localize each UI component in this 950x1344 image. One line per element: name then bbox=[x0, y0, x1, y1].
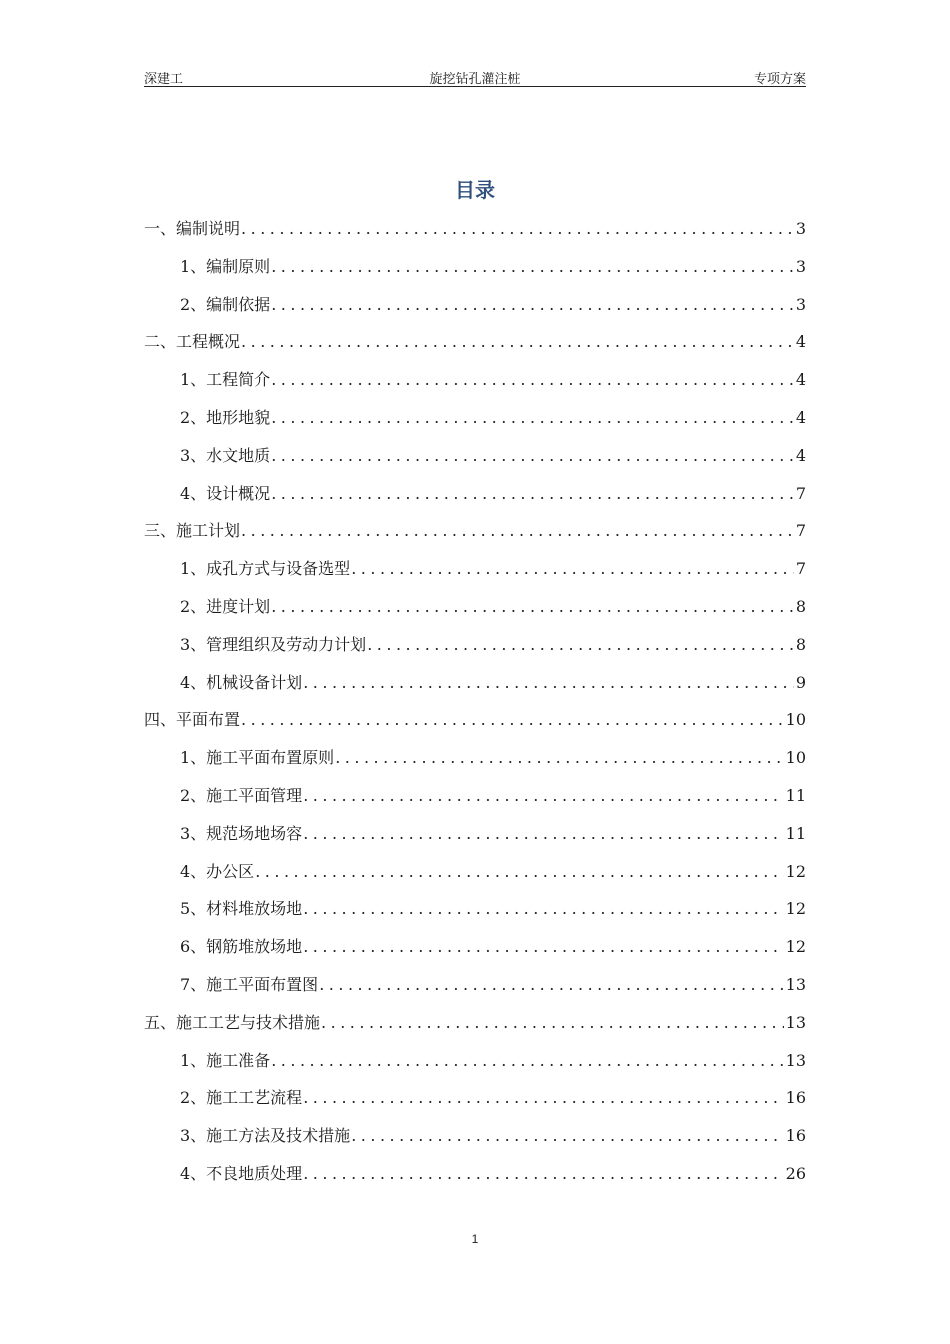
toc-entry-label: 4、机械设备计划 bbox=[180, 672, 303, 692]
toc-entry-label: 2、地形地貌 bbox=[180, 408, 271, 427]
toc-dot-leader bbox=[302, 671, 794, 695]
toc-entry-label: 3、水文地质 bbox=[180, 445, 271, 465]
toc-entry-label: 1、施工平面布置原则 bbox=[180, 748, 335, 768]
toc-page-number: 3 bbox=[795, 256, 806, 276]
toc-entry-label: 2、进度计划 bbox=[180, 597, 271, 616]
toc-subsection[interactable] bbox=[180, 1086, 806, 1110]
toc-subsection[interactable] bbox=[180, 633, 806, 657]
toc-entry-label: 1、工程简介 bbox=[180, 370, 271, 390]
header-company: 深建工 bbox=[144, 72, 184, 87]
toc-subsection[interactable] bbox=[180, 860, 806, 884]
toc-title: 目录 bbox=[455, 178, 495, 202]
toc-subsection[interactable] bbox=[180, 255, 806, 279]
toc-subsection[interactable] bbox=[180, 1049, 806, 1073]
toc-page-number: 12 bbox=[785, 937, 806, 957]
toc-dot-leader bbox=[302, 1086, 783, 1110]
page-number: 1 bbox=[471, 1232, 479, 1246]
toc-dot-leader bbox=[350, 1124, 783, 1148]
toc-dot-leader bbox=[302, 822, 783, 846]
toc-subsection[interactable] bbox=[180, 444, 806, 468]
header-document-title: 旋挖钻孔灌注桩 bbox=[429, 72, 521, 87]
toc-page-number: 4 bbox=[795, 408, 806, 427]
toc-entry-label: 4、不良地质处理 bbox=[180, 1164, 303, 1183]
toc-page-number: 4 bbox=[795, 332, 806, 352]
toc-entry-label: 二、工程概况 bbox=[144, 332, 241, 352]
toc-dot-leader bbox=[240, 330, 794, 354]
toc-subsection[interactable] bbox=[180, 784, 806, 808]
toc-page-number: 10 bbox=[785, 710, 806, 730]
toc-subsection[interactable] bbox=[180, 973, 806, 997]
toc-dot-leader bbox=[270, 406, 794, 430]
toc-page-number: 12 bbox=[785, 861, 806, 881]
toc-page-number: 13 bbox=[785, 1012, 806, 1032]
toc-page-number: 11 bbox=[785, 823, 806, 843]
toc-page-number: 7 bbox=[795, 521, 806, 541]
toc-entry-label: 1、成孔方式与设备选型 bbox=[180, 559, 351, 579]
toc-page-number: 3 bbox=[795, 294, 806, 314]
toc-entry-label: 5、材料堆放场地 bbox=[180, 899, 303, 919]
toc-entry-label: 3、规范场地场容 bbox=[180, 823, 303, 843]
toc-entry-label: 7、施工平面布置图 bbox=[180, 975, 319, 994]
toc-dot-leader bbox=[270, 368, 794, 392]
page-header bbox=[144, 66, 806, 87]
toc-entry-label: 一、编制说明 bbox=[144, 219, 241, 238]
toc-dot-leader bbox=[254, 860, 783, 884]
toc-entry-label: 4、设计概况 bbox=[180, 483, 271, 503]
toc-subsection[interactable] bbox=[180, 406, 806, 430]
toc-entry-label: 四、平面布置 bbox=[144, 710, 241, 730]
toc-entry-label: 五、施工工艺与技术措施 bbox=[144, 1012, 321, 1032]
toc-page-number: 16 bbox=[785, 1126, 806, 1146]
toc-page-number: 10 bbox=[785, 748, 806, 768]
toc-entry-label: 三、施工计划 bbox=[144, 521, 241, 541]
toc-dot-leader bbox=[366, 633, 794, 657]
toc-subsection[interactable] bbox=[180, 482, 806, 506]
toc-entry-label: 1、编制原则 bbox=[180, 256, 271, 276]
toc-dot-leader bbox=[240, 519, 794, 543]
toc-subsection[interactable] bbox=[180, 822, 806, 846]
toc-page-number: 8 bbox=[795, 597, 806, 616]
toc-subsection[interactable] bbox=[180, 746, 806, 770]
toc-dot-leader bbox=[302, 1162, 783, 1186]
toc-page-number: 9 bbox=[795, 672, 806, 692]
toc-page-number: 13 bbox=[785, 1050, 806, 1070]
toc-subsection[interactable] bbox=[180, 671, 806, 695]
toc-entry-label: 6、钢筋堆放场地 bbox=[180, 937, 303, 957]
toc-page-number: 4 bbox=[795, 445, 806, 465]
toc-dot-leader bbox=[240, 217, 794, 241]
toc-entry-label: 2、施工工艺流程 bbox=[180, 1088, 303, 1108]
toc-page-number: 3 bbox=[795, 219, 806, 238]
toc-dot-leader bbox=[240, 708, 784, 732]
toc-page-number: 8 bbox=[795, 634, 806, 654]
toc-subsection[interactable] bbox=[180, 935, 806, 959]
toc-entry-label: 2、编制依据 bbox=[180, 294, 271, 314]
toc-dot-leader bbox=[320, 1011, 784, 1035]
toc-subsection[interactable] bbox=[180, 897, 806, 921]
toc-dot-leader bbox=[270, 293, 794, 317]
toc-dot-leader bbox=[302, 897, 783, 921]
toc-section[interactable] bbox=[144, 1011, 806, 1035]
toc-dot-leader bbox=[270, 595, 794, 619]
toc-subsection[interactable] bbox=[180, 293, 806, 317]
toc-subsection[interactable] bbox=[180, 368, 806, 392]
toc-subsection[interactable] bbox=[180, 1162, 806, 1186]
toc-page-number: 13 bbox=[785, 975, 806, 994]
toc-entry-label: 2、施工平面管理 bbox=[180, 786, 303, 805]
toc-page-number: 4 bbox=[795, 370, 806, 390]
header-document-type: 专项方案 bbox=[753, 72, 806, 87]
toc-subsection[interactable] bbox=[180, 1124, 806, 1148]
toc-page-number: 26 bbox=[785, 1164, 806, 1183]
toc-entry-label: 3、管理组织及劳动力计划 bbox=[180, 634, 367, 654]
toc-page-number: 12 bbox=[785, 899, 806, 919]
toc-dot-leader bbox=[270, 255, 794, 279]
toc-section[interactable] bbox=[144, 708, 806, 732]
toc-dot-leader bbox=[334, 746, 783, 770]
toc-dot-leader bbox=[350, 557, 794, 581]
toc-dot-leader bbox=[270, 482, 794, 506]
toc-section[interactable] bbox=[144, 330, 806, 354]
toc-subsection[interactable] bbox=[180, 557, 806, 581]
toc-dot-leader bbox=[302, 784, 783, 808]
toc-entry-label: 4、办公区 bbox=[180, 861, 255, 881]
toc-dot-leader bbox=[302, 935, 783, 959]
toc-page-number: 16 bbox=[785, 1088, 806, 1108]
toc-section[interactable] bbox=[144, 217, 806, 241]
toc-page-number: 7 bbox=[795, 483, 806, 503]
toc-subsection[interactable] bbox=[180, 595, 806, 619]
toc-section[interactable] bbox=[144, 519, 806, 543]
toc-entry-label: 3、施工方法及技术措施 bbox=[180, 1126, 351, 1146]
toc-page-number: 7 bbox=[795, 559, 806, 579]
toc-dot-leader bbox=[318, 973, 783, 997]
toc-dot-leader bbox=[270, 1049, 783, 1073]
toc-page-number: 11 bbox=[785, 786, 806, 805]
toc-entry-label: 1、施工准备 bbox=[180, 1050, 271, 1070]
toc-dot-leader bbox=[270, 444, 794, 468]
